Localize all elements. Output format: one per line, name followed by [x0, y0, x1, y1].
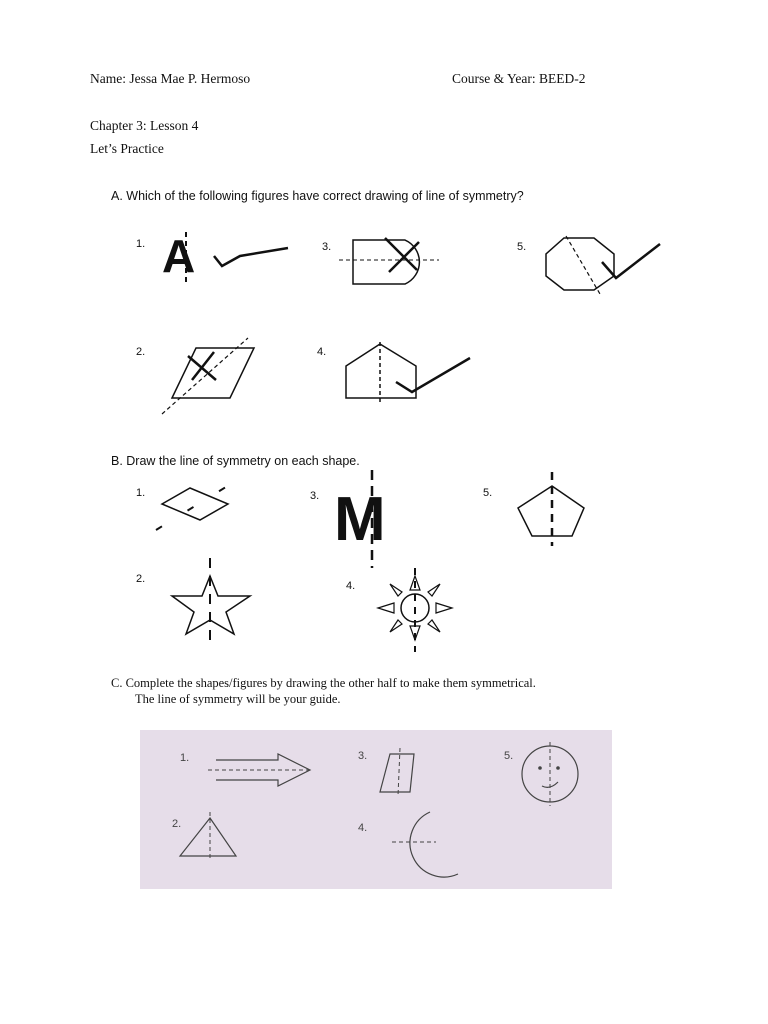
b-figure-4-sun-icon: [374, 568, 456, 652]
b-item-4-number: 4.: [346, 580, 356, 592]
c-item-3-number: 3.: [358, 750, 368, 762]
check-mark-icon: [396, 358, 470, 392]
svg-text:A: A: [162, 230, 196, 282]
b-item-1-number: 1.: [136, 487, 146, 499]
b-item-2-number: 2.: [136, 573, 146, 585]
a-figure-2-parallelogram: [158, 336, 268, 416]
section-c-question-line1: C. Complete the shapes/figures by drawing the other half to make them symmetrical.: [111, 676, 536, 690]
c-item-2-number: 2.: [172, 818, 182, 830]
x-mark-icon: [385, 238, 419, 272]
svg-text:M: M: [334, 485, 386, 554]
section-c-question-line2: The line of symmetry will be your guide.: [135, 692, 341, 706]
check-mark-icon: [602, 244, 660, 278]
a-figure-4-pentagon: [340, 338, 480, 406]
a-item-3-number: 3.: [322, 241, 332, 253]
a-item-5-number: 5.: [517, 241, 527, 253]
course-year: Course & Year: BEED-2: [452, 71, 586, 86]
a-item-2-number: 2.: [136, 346, 146, 358]
b-item-5-number: 5.: [483, 487, 493, 499]
a-item-4-number: 4.: [317, 346, 327, 358]
section-b-question: B. Draw the line of symmetry on each shape.: [111, 454, 360, 468]
practice-title: Let’s Practice: [90, 141, 164, 156]
a-figure-5-octagon: [540, 232, 670, 298]
c-figure-4-moon-icon: [390, 808, 470, 880]
c-figure-1-arrow-icon: [204, 750, 316, 794]
c-item-5-number: 5.: [504, 750, 514, 762]
section-a-question: A. Which of the following figures have correct drawing of line of symmetry?: [111, 189, 524, 203]
c-figure-2-triangle: [176, 812, 242, 860]
c-figure-3-parallelogram: [374, 748, 434, 796]
b-figure-1-rhombus: [150, 478, 240, 534]
section-c-worksheet-photo: [140, 730, 612, 889]
student-name: Name: Jessa Mae P. Hermoso: [90, 71, 251, 86]
a-figure-1-letter-a: [150, 228, 300, 288]
b-item-3-number: 3.: [310, 490, 320, 502]
c-item-1-number: 1.: [180, 752, 190, 764]
check-mark-icon: [214, 248, 288, 266]
c-figure-5-smiley-icon: [514, 738, 586, 808]
b-figure-3-letter-m: [332, 468, 412, 570]
a-item-1-number: 1.: [136, 238, 146, 250]
b-figure-2-star-icon: [168, 558, 254, 646]
b-figure-5-pentagon: [512, 470, 592, 548]
chapter-title: Chapter 3: Lesson 4: [90, 118, 199, 133]
a-figure-3-semicircle: [335, 232, 445, 292]
c-item-4-number: 4.: [358, 822, 368, 834]
